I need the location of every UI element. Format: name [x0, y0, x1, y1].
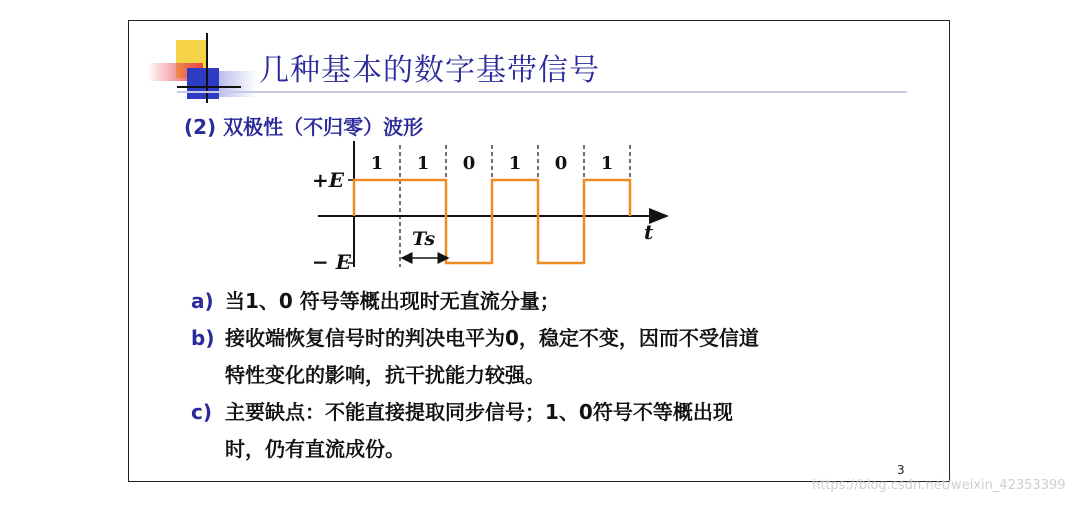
page-title: 几种基本的数字基带信号	[259, 53, 600, 88]
item-marker: a)	[191, 289, 214, 313]
bit-label: 1	[508, 153, 522, 174]
slide	[128, 20, 950, 482]
list-item	[191, 320, 931, 394]
waveform-trace	[354, 180, 630, 263]
item-marker: c)	[191, 400, 212, 424]
deco-blue-gradient	[217, 71, 257, 97]
item-text: 主要缺点：不能直接提取同步信号；1、0符号不等概出现 时，仍有直流成份。	[225, 400, 733, 461]
list-item	[191, 283, 931, 320]
bit-label: 1	[416, 153, 430, 174]
watermark: https://blog.csdn.net/weixin_42353399	[812, 478, 1066, 493]
pos-level-label: +E	[312, 168, 345, 192]
list-item	[191, 394, 931, 468]
bit-label: 1	[370, 153, 384, 174]
deco-horizontal-line	[177, 86, 241, 88]
bit-label: 0	[554, 153, 568, 174]
item-marker: b)	[191, 326, 215, 350]
item-text: 接收端恢复信号时的判决电平为0，稳定不变，因而不受信道 特性变化的影响，抗干扰能力较强。	[225, 326, 759, 387]
properties-list	[191, 283, 931, 468]
title-underline	[177, 91, 907, 93]
deco-blue-square	[187, 68, 219, 99]
bit-label: 0	[462, 153, 476, 174]
item-text: 当1、0 符号等概出现时无直流分量；	[225, 289, 560, 313]
bipolar-nrz-waveform	[304, 139, 684, 289]
page-number: 3	[897, 463, 905, 477]
neg-level-label: − E	[312, 250, 351, 274]
bit-label: 1	[600, 153, 614, 174]
time-axis-label: t	[644, 220, 654, 244]
period-label: Ts	[412, 228, 436, 250]
section-subtitle: (2) 双极性（不归零）波形	[184, 115, 424, 139]
